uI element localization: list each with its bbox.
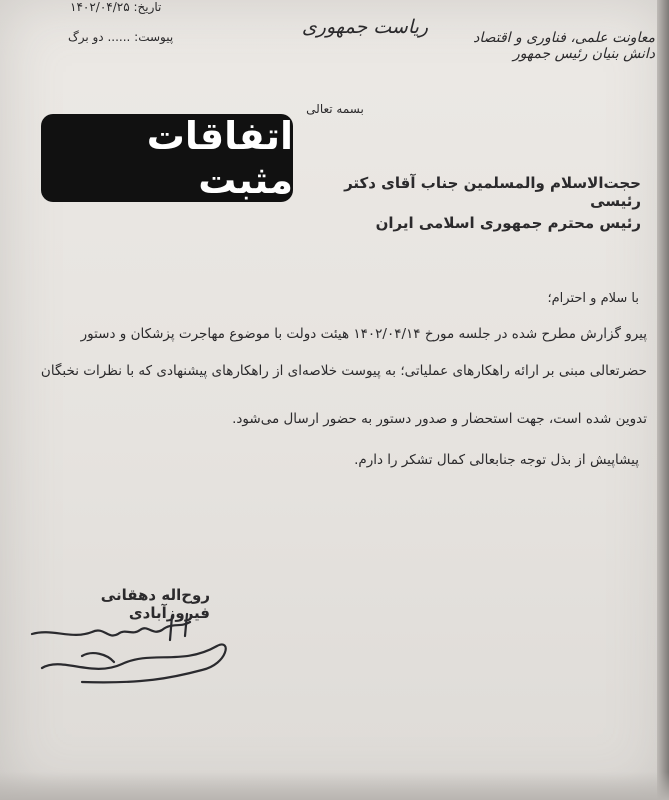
basmala: بسمه تعالی (306, 102, 364, 116)
presidency-header: رياست جمهوری (301, 16, 429, 38)
vice-presidency-header: معاونت علمی، فناوری و اقتصاد دانش بنيان رئيس جمهور (473, 30, 655, 62)
date-field: تاريخ: ۱۴۰۲/۰۴/۲۵ (70, 0, 162, 14)
overlay-badge (41, 114, 293, 202)
signatory-name: روح‌اله دهقانی فیروزآبادی (100, 586, 210, 622)
handwritten-signature (22, 606, 242, 696)
attachment-field: پيوست: ...... دو برگ (68, 30, 174, 44)
recipient-position: رئیس محترم جمهوری اسلامی ایران (375, 214, 641, 232)
paper-edge-shadow (657, 0, 669, 800)
paper-bottom-shadow (0, 772, 669, 800)
recipient-title: حجت‌الاسلام والمسلمین جناب آقای دکتر رئیسی (344, 174, 641, 210)
body-line: پیرو گزارش مطرح شده در جلسه مورخ ۱۴۰۲/۰۴/۱۴ هیئت دولت با موضوع مهاجرت پزشکان و دستور (80, 326, 647, 342)
body-line: حضرتعالی مبنی بر ارائه راهکارهای عملیاتی؛ به پیوست خلاصه‌ای از راهکارهای پیشنهادی که با نظرات نخبگان (40, 363, 647, 379)
body-line: پیشاپیش از بذل توجه جنابعالی کمال تشکر را دارم. (354, 452, 639, 468)
badge-text: اتفاقات مثبت (146, 114, 293, 202)
greeting: با سلام و احترام؛ (547, 291, 639, 306)
body-line: تدوین شده است، جهت استحضار و صدور دستور به حضور ارسال می‌شود. (232, 411, 647, 427)
